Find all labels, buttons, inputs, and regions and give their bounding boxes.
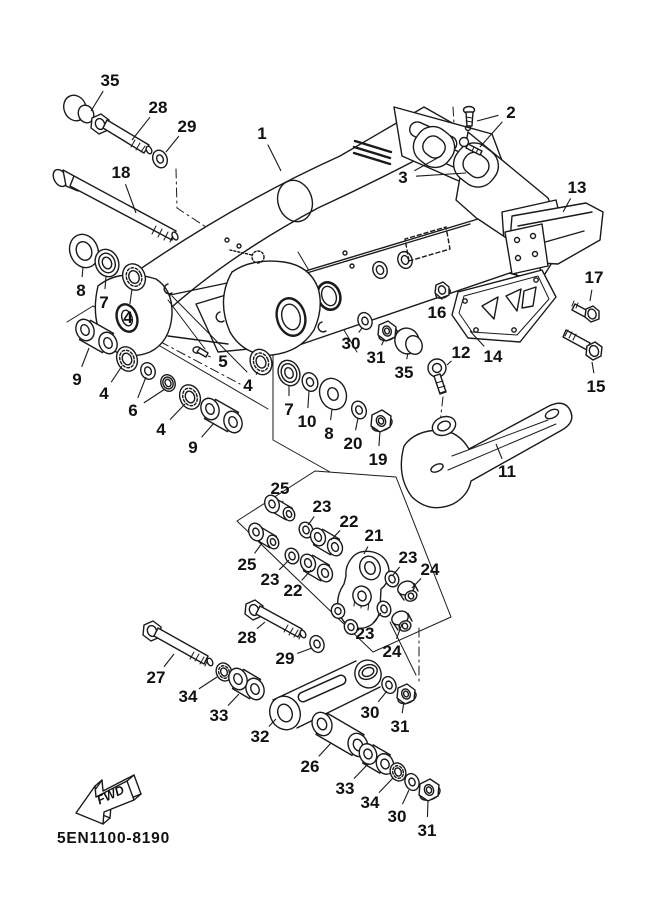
callout-label-18: 18	[111, 163, 131, 182]
callout-leader	[590, 290, 592, 301]
callout-label-4: 4	[99, 384, 109, 403]
callout-leader	[199, 677, 217, 689]
callout-leader	[379, 431, 380, 446]
part-washer-20	[349, 399, 369, 421]
part-washer-30-mid	[379, 674, 398, 695]
callout-leader	[257, 622, 265, 629]
part-nut-31-mid	[396, 684, 418, 706]
part-washer-10	[299, 370, 320, 393]
callout-label-31: 31	[366, 348, 386, 367]
callout-label-31: 31	[417, 821, 437, 840]
callout-label-12: 12	[451, 343, 471, 362]
callout-label-24: 24	[382, 642, 402, 661]
callout-leader	[279, 560, 289, 570]
part-bearing-4-c	[176, 382, 204, 413]
callout-leader	[228, 694, 239, 706]
callout-leader	[144, 389, 165, 403]
part-washer-29-bottom	[307, 633, 326, 654]
callout-leader	[402, 790, 409, 804]
callout-label-9: 9	[188, 438, 198, 457]
callout-leader	[166, 136, 179, 152]
callout-label-22: 22	[283, 581, 303, 600]
callout-leader	[132, 117, 150, 140]
fwd-arrow-icon	[76, 775, 141, 824]
callout-leader	[111, 366, 122, 382]
callout-label-10: 10	[297, 412, 317, 431]
callout-label-8: 8	[324, 424, 334, 443]
callout-leader	[255, 543, 262, 553]
callout-leader	[354, 764, 368, 779]
callout-leader	[359, 328, 362, 333]
callout-label-23: 23	[260, 570, 280, 589]
callout-label-33: 33	[335, 779, 355, 798]
callout-label-33: 33	[209, 706, 229, 725]
part-bolt-15	[563, 330, 602, 360]
callout-label-1: 1	[257, 124, 267, 143]
callout-label-16: 16	[427, 303, 447, 322]
part-bolt-17	[572, 301, 599, 322]
callout-label-24: 24	[420, 560, 440, 579]
part-spacer-8-right	[315, 374, 351, 413]
callout-leader	[138, 377, 146, 398]
callout-label-7: 7	[284, 400, 294, 419]
callout-leader	[268, 145, 281, 171]
callout-label-21: 21	[364, 526, 384, 545]
callout-label-20: 20	[343, 434, 363, 453]
callout-label-30: 30	[387, 807, 407, 826]
part-bushing-24-b	[390, 609, 413, 634]
part-collar-33-a	[226, 666, 268, 703]
part-bolt-28-top	[91, 114, 153, 155]
callout-leader	[297, 648, 312, 653]
callout-label-23: 23	[355, 624, 375, 643]
callout-leader	[308, 391, 309, 408]
callout-label-31: 31	[390, 717, 410, 736]
callout-label-14: 14	[483, 347, 503, 366]
callout-label-28: 28	[237, 628, 257, 647]
part-seal-6-a	[138, 360, 157, 381]
part-bolt-27	[143, 621, 214, 667]
callout-label-4: 4	[156, 420, 166, 439]
callout-label-25: 25	[237, 555, 257, 574]
callout-label-30: 30	[360, 703, 380, 722]
callout-leader	[427, 800, 428, 817]
callout-leader	[164, 654, 174, 667]
callout-label-5: 5	[218, 352, 228, 371]
callout-label-35: 35	[100, 71, 120, 90]
callout-label-2: 2	[506, 103, 516, 122]
callout-label-29: 29	[275, 649, 295, 668]
part-collar-9-b	[198, 396, 246, 436]
fwd-label: FWD	[94, 782, 127, 808]
phantom-lines	[67, 107, 455, 684]
callout-label-23: 23	[398, 548, 418, 567]
callout-label-11: 11	[498, 462, 516, 481]
callout-label-4: 4	[123, 308, 133, 327]
callout-label-29: 29	[177, 117, 197, 136]
callout-leader	[202, 423, 214, 437]
callout-label-28: 28	[148, 98, 168, 117]
callout-label-7: 7	[99, 293, 109, 312]
callout-label-23: 23	[312, 497, 332, 516]
part-bolt-12	[428, 359, 446, 394]
callout-leader	[308, 516, 314, 525]
callout-label-22: 22	[339, 512, 359, 531]
callout-label-34: 34	[360, 793, 380, 812]
diagram-code: 5EN1100-8190	[57, 830, 171, 847]
callout-label-32: 32	[250, 727, 270, 746]
callout-label-35: 35	[394, 363, 414, 382]
callout-leader	[170, 404, 185, 420]
callout-label-19: 19	[368, 450, 388, 469]
part-seal-6-b	[158, 372, 177, 393]
callout-leader	[379, 778, 393, 793]
callout-label-9: 9	[72, 370, 82, 389]
part-nut-31-bottom	[418, 779, 442, 803]
callout-label-25: 25	[270, 479, 290, 498]
callout-label-27: 27	[146, 668, 166, 687]
callout-label-15: 15	[586, 377, 606, 396]
callout-label-3: 3	[398, 168, 408, 187]
callout-leader	[592, 362, 594, 373]
callout-leader	[331, 409, 332, 420]
part-torque-arm-11	[401, 403, 571, 507]
callout-leader	[208, 356, 211, 357]
callout-leader	[82, 348, 89, 367]
callout-label-6: 6	[128, 401, 138, 420]
part-nut-19	[370, 410, 394, 434]
part-collar-22-b	[298, 552, 335, 584]
callout-leader	[91, 91, 103, 111]
part-seal-7-right	[274, 357, 303, 389]
callout-label-4: 4	[243, 376, 253, 395]
callout-leader	[477, 115, 498, 121]
callout-label-17: 17	[584, 268, 604, 287]
callout-label-30: 30	[341, 334, 361, 353]
callout-leader	[82, 267, 83, 277]
callout-label-34: 34	[178, 687, 198, 706]
part-grease-nipple-5	[193, 347, 208, 357]
callout-leader	[356, 418, 358, 430]
callout-label-26: 26	[300, 757, 320, 776]
callout-label-13: 13	[567, 178, 587, 197]
callout-label-8: 8	[76, 281, 86, 300]
callout-leader	[378, 691, 387, 702]
callout-leader	[319, 743, 331, 756]
part-cap-35-top	[60, 92, 96, 125]
